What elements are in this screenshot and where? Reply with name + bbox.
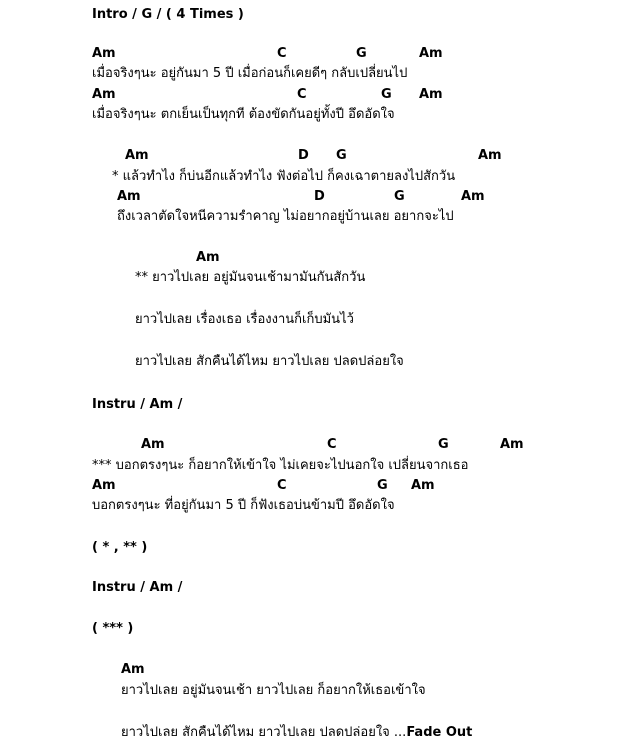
chord: G xyxy=(356,46,367,61)
intro-line: Intro / G / ( 4 Times ) xyxy=(92,7,244,22)
chord: Am xyxy=(461,189,485,204)
lyric-line: ยาวไปเลย เรื่องเธอ เรื่องงานก็เก็บมันไว้ xyxy=(135,312,354,327)
repeat-marker: ( *** ) xyxy=(92,621,134,636)
chord: G xyxy=(438,437,449,452)
chord: G xyxy=(394,189,405,204)
chord: Am xyxy=(419,46,443,61)
lyric-text: ยาวไปเลย สักคืนได้ไหม ยาวไปเลย ปลดปล่อยใจ ... xyxy=(121,725,407,740)
chord: Am xyxy=(92,478,116,493)
chord: Am xyxy=(125,148,149,163)
chord: C xyxy=(297,87,307,102)
chord: Am xyxy=(92,46,116,61)
lyric-line: เมื่อจริงๆนะ ตกเย็นเป็นทุกที ต้องขัดกันอยู่ทั้งปี อึดอัดใจ xyxy=(92,107,395,122)
lyric-line xyxy=(121,725,472,741)
chord: C xyxy=(327,437,337,452)
lyric-line: ยาวไปเลย สักคืนได้ไหม ยาวไปเลย ปลดปล่อยใจ xyxy=(135,354,404,369)
fade-out-label: Fade Out xyxy=(406,725,473,740)
chord: Am xyxy=(121,662,145,677)
chord: Am xyxy=(478,148,502,163)
lyric-line: * แล้วทำไง ก็บ่นอีกแล้วทำไง ฟังต่อไป ก็คงเฉาตายลงไปสักวัน xyxy=(112,169,456,184)
lyric-line: ยาวไปเลย อยู่มันจนเช้า ยาวไปเลย ก็อยากให้เธอเข้าใจ xyxy=(121,683,426,698)
instrumental-line: Instru / Am / xyxy=(92,397,183,412)
chord: G xyxy=(336,148,347,163)
lyric-line: ** ยาวไปเลย อยู่มันจนเช้ามามันกันสักวัน xyxy=(135,270,366,285)
chord: C xyxy=(277,46,287,61)
repeat-marker: ( * , ** ) xyxy=(92,540,148,555)
chord: Am xyxy=(117,189,141,204)
lyric-line: *** บอกตรงๆนะ ก็อยากให้เข้าใจ ไม่เคยจะไปนอกใจ เปลี่ยนจากเธอ xyxy=(92,458,469,473)
chord: Am xyxy=(411,478,435,493)
chord: Am xyxy=(92,87,116,102)
chord: Am xyxy=(141,437,165,452)
lyric-line: บอกตรงๆนะ ที่อยู่กันมา 5 ปี ก็ฟังเธอบ่นข้ามปี อึดอัดใจ xyxy=(92,498,395,513)
chord: G xyxy=(377,478,388,493)
chord: D xyxy=(298,148,309,163)
chord: Am xyxy=(196,250,220,265)
lyric-line: ถึงเวลาตัดใจหนีความรำคาญ ไม่อยากอยู่บ้านเลย อยากจะไป xyxy=(117,209,454,224)
chord: Am xyxy=(419,87,443,102)
chord: G xyxy=(381,87,392,102)
lyric-line: เมื่อจริงๆนะ อยู่กันมา 5 ปี เมื่อก่อนก็เคยดีๆ กลับเปลี่ยนไป xyxy=(92,66,408,81)
instrumental-line: Instru / Am / xyxy=(92,580,183,595)
chord: Am xyxy=(500,437,524,452)
chord: D xyxy=(314,189,325,204)
chord: C xyxy=(277,478,287,493)
